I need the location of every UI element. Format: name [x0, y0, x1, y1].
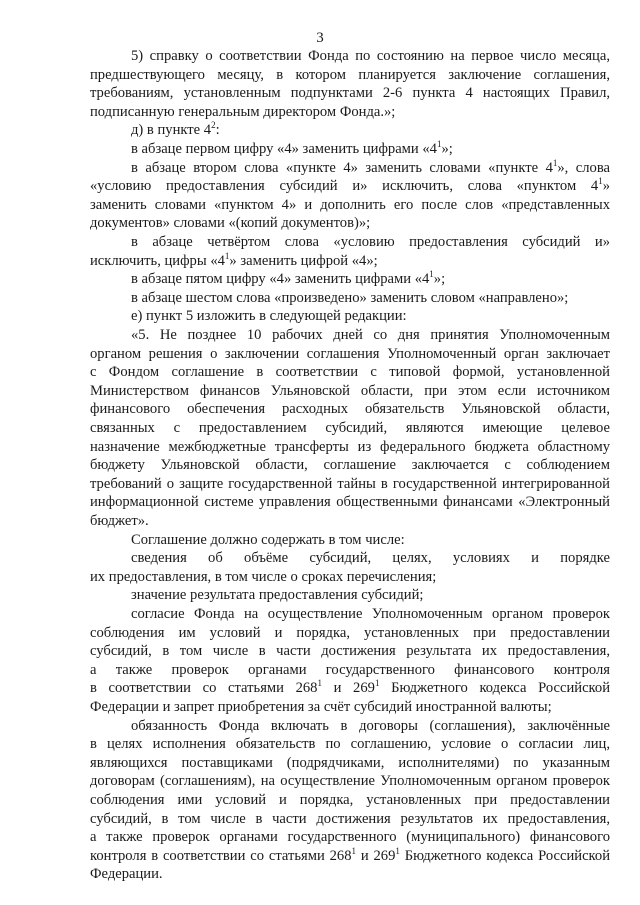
- text-line: бюджет».: [90, 513, 149, 529]
- text-line: предшествующего месяцу, в котором планируется заключение соглашения,: [90, 66, 610, 83]
- text-line: «5. Не позднее 10 рабочих дней со дня принятия Уполномоченным: [131, 327, 610, 343]
- text-line: в целях исполнения обязательств по соглашению, условие о согласии лиц,: [90, 736, 610, 753]
- text-line: назначение межбюджетные трансферты из федерального бюджета областному: [90, 438, 610, 455]
- text-line: а также проверок органами государственного финансового контроля: [90, 661, 610, 678]
- text-line: «условию предоставления субсидий и» исключить, слова «пунктом $4^1$»: [90, 176, 610, 195]
- text-line: в абзаце четвёртом слова «условию предоставления субсидий и»: [131, 234, 610, 250]
- text-line: подписанную генеральным директором Фонда.»;: [90, 103, 396, 120]
- text-line: являющихся поставщиками (подрядчиками, исполнителями) по указанным: [90, 754, 610, 771]
- text-line: требований о защите государственной тайны в государственной интегрированной: [90, 475, 610, 492]
- text-line: контроля в соответствии со статьями $268^1$ и $269^1$ Бюджетного кодекса Российской: [90, 845, 611, 864]
- text-line: финансового обеспечения расходных обязательств Ульяновской области,: [90, 401, 610, 418]
- text-line: е) пункт 5 изложить в следующей редакции:: [131, 308, 407, 325]
- text-line: информационной системе управления общественными финансами «Электронный: [90, 494, 610, 511]
- text-line: в соответствии со статьями $268^1$ и $269^1$ Бюджетного кодекса Российской: [90, 678, 610, 697]
- text-line: связанных с предоставлением субсидий, являются имеющие целевое: [90, 420, 610, 436]
- text-line: обязанность Фонда включать в договоры (соглашения), заключённые: [131, 717, 610, 734]
- text-line: субсидий, в том числе в части достижения результата их предоставления,: [90, 643, 610, 660]
- text-line: сведения об объёме субсидий, целях, условиях и порядке: [131, 550, 610, 567]
- text-line: субсидий, в том числе в части достижения результатов их предоставления,: [90, 810, 610, 827]
- text-line: бюджету Ульяновской области, соглашение заключается с соблюдением: [90, 457, 610, 474]
- text-line: д) в пункте $4^2$:: [131, 120, 220, 139]
- text-line: исключить, цифры «$4^1$» заменить цифрой «4»;: [90, 250, 378, 269]
- text-line: в абзаце втором слова «пункте 4» заменить словами «пункте $4^1$», слова: [131, 157, 611, 176]
- text-line: Соглашение должно содержать в том числе:: [131, 531, 405, 548]
- text-line: соблюдения им условий и порядка, установленных при предоставлении: [90, 624, 610, 641]
- text-line: договорам (соглашениям), на осуществление Уполномоченным органом проверок: [90, 773, 610, 790]
- text-line: в абзаце пятом цифру «4» заменить цифрами «$4^1$»;: [131, 269, 446, 288]
- text-line: согласие Фонда на осуществление Уполномоченным органом проверок: [131, 606, 610, 622]
- text-line: значение результата предоставления субсидий;: [131, 587, 424, 604]
- text-line: Министерством финансов Ульяновской области, при этом если источником: [90, 382, 610, 399]
- text-line: Федерации и запрет приобретения за счёт субсидий иностранной валюты;: [90, 699, 552, 715]
- text-line: в абзаце шестом слова «произведено» заменить словом «направлено»;: [131, 289, 569, 306]
- text-line: соблюдения ими условий и порядка, установленных при предоставлении: [90, 792, 610, 808]
- text-line: их предоставления, в том числе о сроках перечисления;: [90, 568, 437, 585]
- text-line: 5) справку о соответствии Фонда по состоянию на первое число месяца,: [131, 48, 610, 64]
- text-line: в абзаце первом цифру «4» заменить цифрами «$4^1$»;: [131, 139, 453, 157]
- text-line: требованиям, установленным подпунктами 2-6 пункта 4 настоящих Правил,: [90, 85, 610, 102]
- text-line: Федерации.: [90, 866, 163, 883]
- text-line: с Фондом соглашение в соответствии с типовой формой, установленной: [90, 364, 610, 381]
- text-line: заменить словами «пунктом 4» и дополнить его после слов «представленных: [90, 196, 610, 213]
- page-number: 3: [316, 30, 324, 46]
- text-line: а также проверок органами государственного (муниципального) финансового: [90, 829, 610, 846]
- text-line: документов» словами «(копий документов)»;: [90, 215, 371, 232]
- text-line: органом решения о заключении соглашения Уполномоченный орган заключает: [90, 345, 610, 362]
